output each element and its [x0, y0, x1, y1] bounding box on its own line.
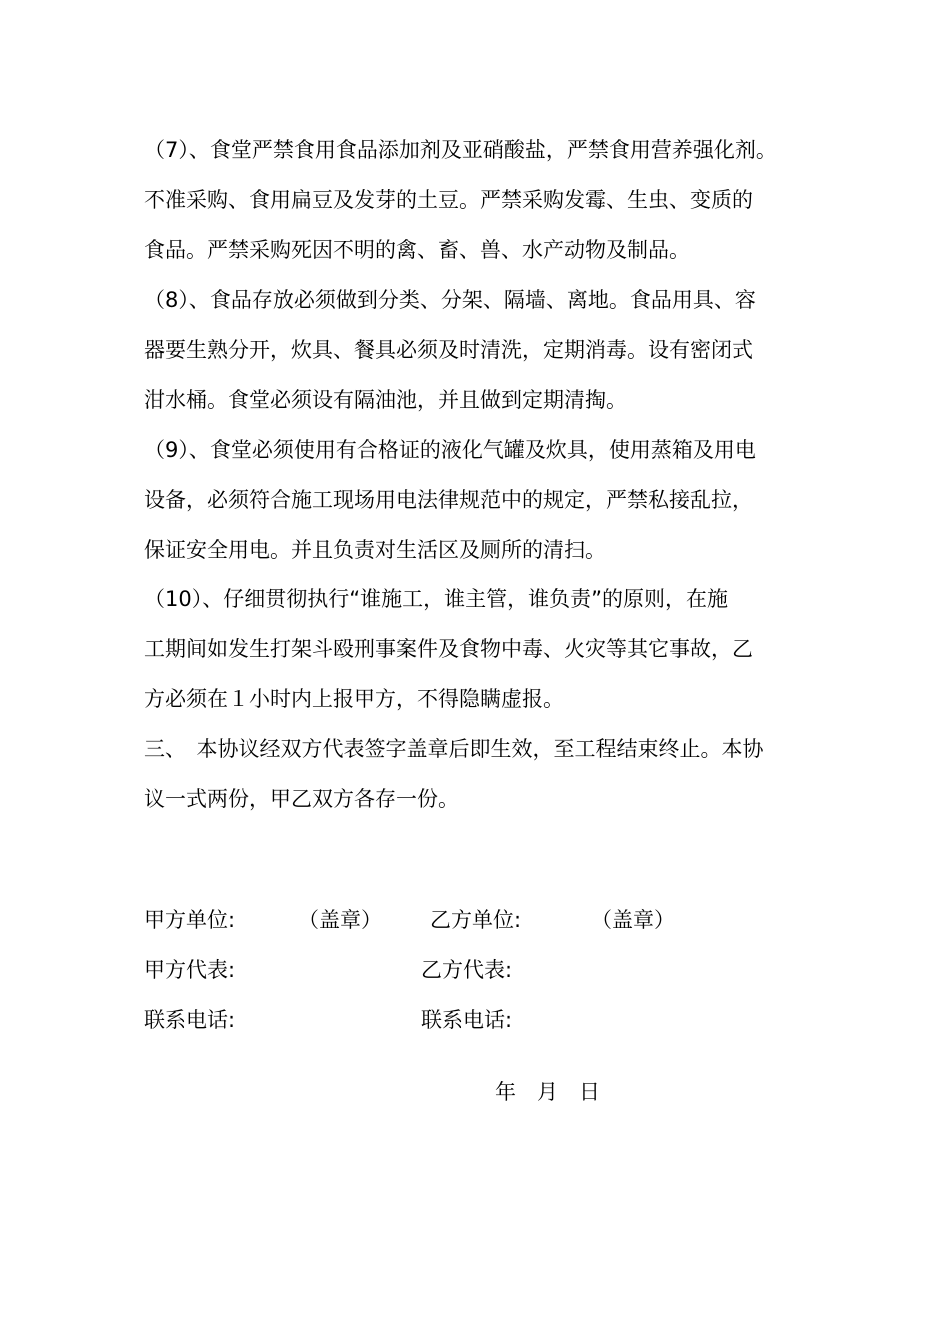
party-a-rep-label: 甲方代表:	[144, 958, 236, 982]
clause-8-line-1: （8）、食品存放必须做到分类、分架、隔墙、离地。食品用具、容	[144, 288, 756, 312]
clause-9-line-2: 设备，必须符合施工现场用电法律规范中的规定，严禁私接乱拉，	[144, 488, 753, 512]
section-3-line-2: 议一式两份，甲乙双方各存一份。	[144, 787, 459, 811]
clause-8-line-2: 器要生熟分开，炊具、餐具必须及时清洗，定期消毒。设有密闭式	[144, 338, 753, 362]
clause-9-line-1: （9）、食堂必须使用有合格证的液化气罐及炊具，使用蒸箱及用电	[144, 438, 756, 462]
party-b-phone-label: 联系电话:	[421, 1008, 513, 1032]
clause-10-line-3: 方必须在１小时内上报甲方，不得隐瞒虚报。	[144, 687, 564, 711]
clause-7-line-3: 食品。严禁采购死因不明的禽、畜、兽、水产动物及制品。	[144, 238, 690, 262]
clause-7-line-1: （7）、食堂严禁食用食品添加剂及亚硝酸盐，严禁食用营养强化剂。	[144, 138, 777, 162]
clause-7-line-2: 不准采购、食用扁豆及发芽的土豆。严禁采购发霉、生虫、变质的	[144, 188, 753, 212]
party-a-phone-label: 联系电话:	[144, 1008, 236, 1032]
clause-10-line-2: 工期间如发生打架斗殴刑事案件及食物中毒、火灾等其它事故，乙	[144, 637, 753, 661]
clause-9-line-3: 保证安全用电。并且负责对生活区及厕所的清扫。	[144, 538, 606, 562]
party-b-seal-label: （盖章）	[591, 908, 675, 932]
party-a-seal-label: （盖章）	[298, 908, 382, 932]
date-day-label: 日	[579, 1080, 600, 1104]
clause-10-line-1: （10）、仔细贯彻执行“谁施工，谁主管，谁负责”的原则，在施	[144, 587, 728, 611]
party-a-unit-label: 甲方单位:	[144, 908, 236, 932]
date-year-label: 年	[495, 1080, 516, 1104]
party-b-unit-label: 乙方单位:	[430, 908, 522, 932]
section-3-line-1: 三、 本协议经双方代表签字盖章后即生效，至工程结束终止。本协	[144, 737, 764, 761]
party-b-rep-label: 乙方代表:	[421, 958, 513, 982]
clause-8-line-3: 泔水桶。食堂必须设有隔油池，并且做到定期清掏。	[144, 388, 627, 412]
date-month-label: 月	[537, 1080, 558, 1104]
